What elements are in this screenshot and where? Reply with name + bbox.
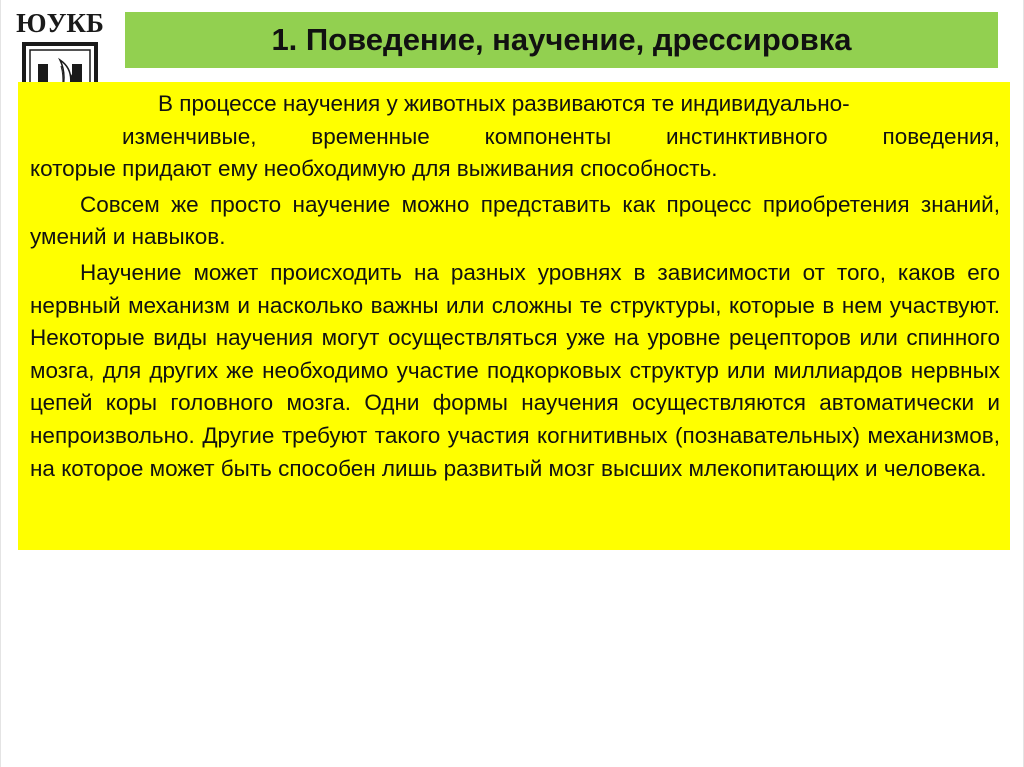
paragraph-2: Совсем же просто научение можно представить как процесс приобретения знаний, умений и навыков. [30, 191, 1000, 250]
body-text [30, 88, 1000, 485]
title-bar [125, 12, 998, 68]
paragraph-1 [30, 88, 1000, 186]
paragraph-3: Научение может происходить на разных уровнях в зависимости от того, каков его нервный механизм и насколько важны или сложны те структуры, которые в нем участвуют. Некоторые виды научения могут осуществляться уже на уровне рецепторов или спинного мозга, для других же необходимо участие подкорковых структур или миллиардов нервных цепей коры головного мозга. Одни формы научения осуществляются автоматически и непроизвольно. Другие требуют такого участия когнитивных (познавательных) механизмов, на которое может быть способен лишь развитый мозг высших млекопитающих и человека. [30, 259, 1000, 481]
paragraph-1-line-1: В процессе научения у животных развиваются те индивидуально- [158, 91, 850, 116]
paragraph-1-rest: которые придают ему необходимую для выживания способность. [30, 156, 718, 182]
page-title: 1. Поведение, научение, дрессировка [271, 22, 852, 57]
content-box [18, 82, 1010, 550]
logo-text: ЮУКБ [16, 8, 104, 38]
paragraph-1-line-2: изменчивые, временные компоненты инстинктивного поведения, [122, 123, 1000, 149]
slide-border-left [0, 0, 1, 767]
